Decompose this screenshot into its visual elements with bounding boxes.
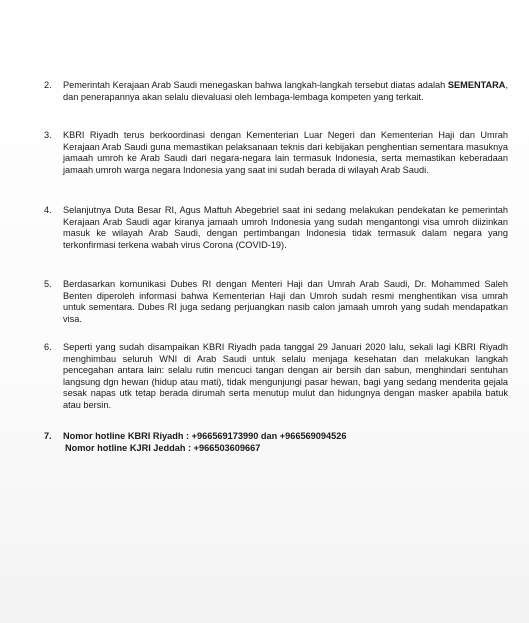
list-item-text: KBRI Riyadh terus berkoordinasi dengan Kementerian Luar Negeri dan Kementerian Haji dan Umrah Kerajaan Arab Saudi guna memastikan pelaksanaan teknis dari kebijakan penghentian sementara masuknya jamaah umroh ke Arab Saudi dari negara-negara lain termasuk Indonesia, serta memastikan keberadaan jamaah umroh warga negara Indonesia yang saat ini sudah berada di wilayah Arab Saudi. [63,130,508,175]
list-item-number: 2. [44,80,52,90]
list-item [44,205,508,265]
list-item-number: 6. [44,342,52,352]
list-item-text: Pemerintah Kerajaan Arab Saudi menegaskan bahwa langkah-langkah tersebut diatas adalah SEMENTARA, dan penerapannya akan selalu dievaluasi oleh lembaga-lembaga kompeten yang terkait. [63,80,508,102]
list-item [44,342,508,414]
list-item [44,279,508,327]
list-item [44,130,508,190]
list-item-number: 3. [44,130,52,140]
hotline-kjri-jeddah: Nomor hotline KJRI Jeddah : +966503609667 [65,442,261,453]
emphasis-text: SEMENTARA [447,80,506,90]
list-item-text: Selanjutnya Duta Besar RI, Agus Maftuh Abegebriel saat ini sedang melakukan pendekatan ke pemerintah Kerajaan Arab Saudi agar kiranya jamaah umroh Indonesia yang sudah mengantongi visa umroh diizinkan masuk ke wilayah Arab Saudi, dengan pertimbangan Indonesia tidak termasuk dalam negara yang terkonfirmasi terkena wabah virus Corona (COVID-19). [63,205,508,250]
list-item-text: Berdasarkan komunikasi Dubes RI dengan Menteri Haji dan Umrah Arab Saudi, Dr. Mohammed Saleh Benten diperoleh informasi bahwa Kementerian Haji dan Umroh sudah resmi menghentikan visa umrah untuk sementara. Dubes RI juga sedang perjuangkan nasib calon jamaah umroh yang sudah mendapatkan visa. [63,279,508,324]
hotline-text [63,431,508,454]
list-item [44,80,508,116]
list-item-number: 7. [44,431,52,441]
list-item-text: Seperti yang sudah disampaikan KBRI Riyadh pada tanggal 29 Januari 2020 lalu, sekali lagi KBRI Riyadh menghimbau seluruh WNI di Arab Saudi untuk selalu menjaga kesehatan dan melakukan langkah pencegahan antara lain: selalu rutin mencuci tangan dengan air bersih dan sabun, menghindari sentuhan langsung dgn hewan (hidup atau mati), tidak mengunjungi pasar hewan, bagi yang sedang menderita gejala sesak napas utk tetap berada dirumah serta menutup mulut dan hidungnya dengan masker apabila batuk atau bersin. [63,342,508,410]
list-item-number: 4. [44,205,52,215]
hotline-item [44,431,508,457]
hotline-kbri-riyadh: Nomor hotline KBRI Riyadh : +966569173990 dan +966569094526 [63,431,347,441]
list-item-number: 5. [44,279,52,289]
